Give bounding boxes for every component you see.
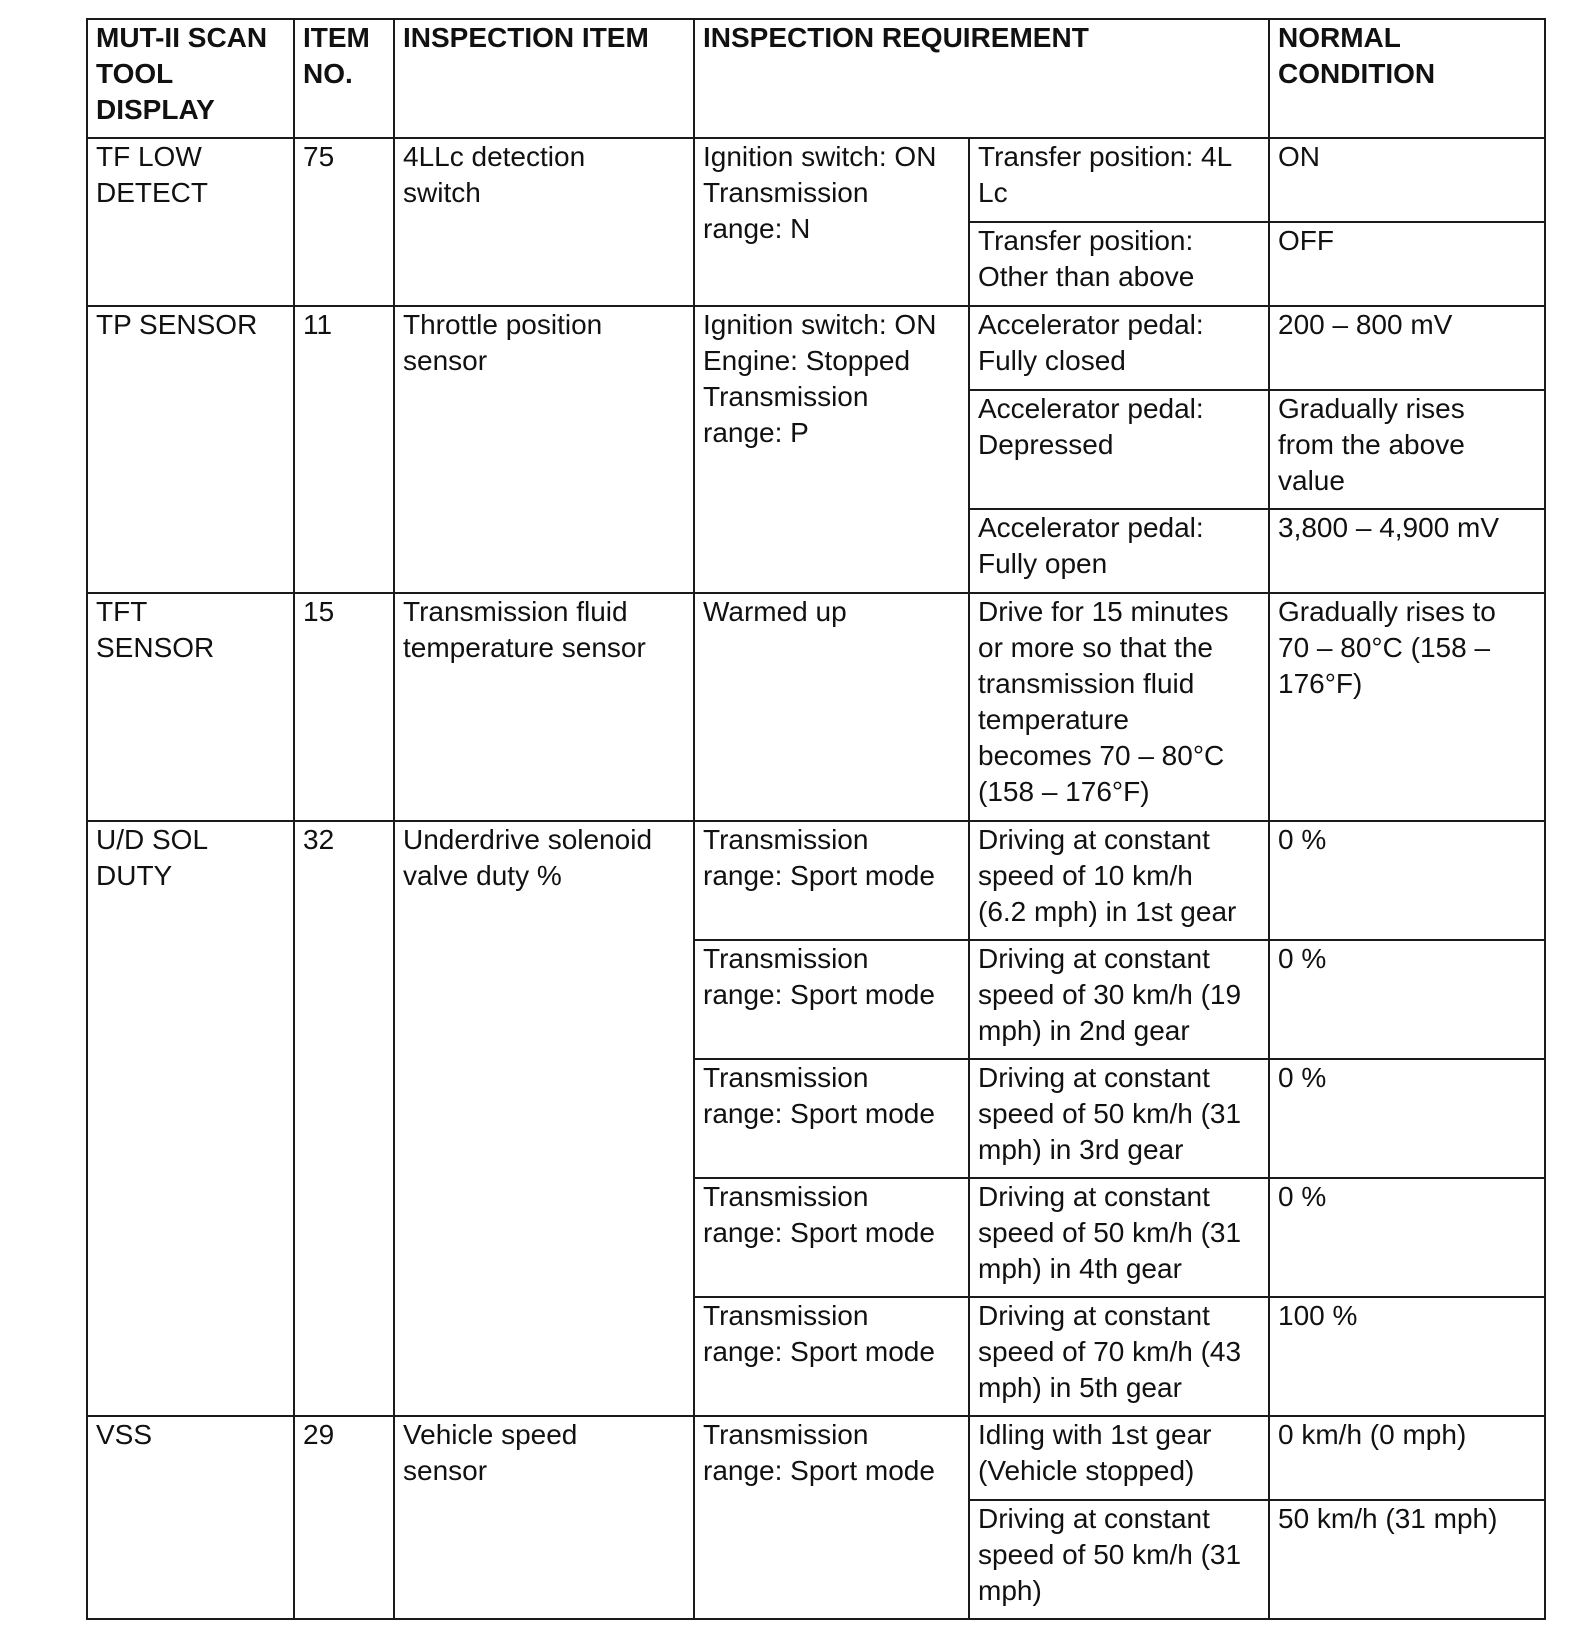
cell-condition — [694, 1178, 969, 1297]
header-inspection-requirement — [694, 19, 1269, 138]
cell-normal — [1269, 1297, 1545, 1416]
text-line: Transmission — [703, 1300, 869, 1331]
cell-normal — [1269, 222, 1545, 306]
cell-inspection-item — [394, 1416, 694, 1619]
cell-inspection-item — [394, 593, 694, 821]
text-line: switch — [403, 177, 481, 208]
text-line: ON — [1278, 141, 1320, 172]
text-line: CONDITION — [1278, 58, 1436, 89]
text-line: value — [1278, 465, 1345, 496]
cell-inspection-item — [394, 306, 694, 593]
text-line: Accelerator pedal: — [978, 512, 1204, 543]
cell-normal — [1269, 1178, 1545, 1297]
text-line: Fully open — [978, 548, 1108, 579]
cell-condition — [694, 1416, 969, 1619]
text-line: Engine: Stopped — [703, 345, 911, 376]
text-line: 75 — [303, 141, 335, 172]
text-line: Other than above — [978, 261, 1195, 292]
text-line: Transmission — [703, 824, 869, 855]
text-line: ITEM — [303, 22, 370, 53]
text-line: temperature — [978, 704, 1129, 735]
text-line: Transmission — [703, 1181, 869, 1212]
cell-condition — [694, 306, 969, 593]
cell-requirement — [969, 940, 1269, 1059]
text-line: transmission fluid — [978, 668, 1195, 699]
text-line: range: Sport mode — [703, 1336, 935, 1367]
text-line: INSPECTION REQUIREMENT — [703, 22, 1089, 53]
text-line: becomes 70 – 80°C — [978, 740, 1225, 771]
text-line: range: Sport mode — [703, 1098, 935, 1129]
cell-normal — [1269, 1059, 1545, 1178]
text-line: (6.2 mph) in 1st gear — [978, 896, 1237, 927]
text-line: range: N — [703, 213, 811, 244]
text-line: VSS — [96, 1419, 153, 1450]
text-line: or more so that the — [978, 632, 1214, 663]
inspection-table — [86, 18, 1546, 1620]
text-line: Driving at constant — [978, 943, 1210, 974]
text-line: U/D SOL — [96, 824, 209, 855]
text-line: 15 — [303, 596, 335, 627]
text-line: Ignition switch: ON — [703, 141, 937, 172]
text-line: 50 km/h (31 mph) — [1278, 1503, 1498, 1534]
text-line: (158 – 176°F) — [978, 776, 1150, 807]
cell-condition — [694, 1297, 969, 1416]
text-line: Driving at constant — [978, 1503, 1210, 1534]
text-line: NO. — [303, 58, 353, 89]
text-line: speed of 70 km/h (43 — [978, 1336, 1242, 1367]
cell-normal — [1269, 306, 1545, 390]
text-line: from the above — [1278, 429, 1465, 460]
cell-requirement — [969, 222, 1269, 306]
cell-requirement — [969, 1178, 1269, 1297]
text-line: TF LOW — [96, 141, 202, 172]
cell-requirement — [969, 1416, 1269, 1500]
text-line: range: Sport mode — [703, 1217, 935, 1248]
cell-normal — [1269, 1416, 1545, 1500]
text-line: Ignition switch: ON — [703, 309, 937, 340]
text-line: sensor — [403, 1455, 488, 1486]
text-line: INSPECTION ITEM — [403, 22, 649, 53]
text-line: TOOL — [96, 58, 174, 89]
cell-requirement — [969, 390, 1269, 509]
table-row — [87, 1416, 1545, 1500]
text-line: TFT — [96, 596, 148, 627]
text-line: Lc — [978, 177, 1008, 208]
text-line: Vehicle speed — [403, 1419, 578, 1450]
text-line: speed of 50 km/h (31 — [978, 1098, 1242, 1129]
text-line: Drive for 15 minutes — [978, 596, 1229, 627]
cell-item-no — [294, 1416, 394, 1619]
text-line: Gradually rises to — [1278, 596, 1496, 627]
text-line: 29 — [303, 1419, 335, 1450]
cell-requirement — [969, 306, 1269, 390]
cell-requirement — [969, 1297, 1269, 1416]
text-line: Driving at constant — [978, 1062, 1210, 1093]
cell-normal — [1269, 940, 1545, 1059]
text-line: Transmission — [703, 381, 869, 412]
text-line: Warmed up — [703, 596, 847, 627]
text-line: MUT-II SCAN — [96, 22, 268, 53]
cell-display — [87, 1416, 294, 1619]
text-line: 0 km/h (0 mph) — [1278, 1419, 1467, 1450]
text-line: mph) in 5th gear — [978, 1372, 1182, 1403]
text-line: Underdrive solenoid — [403, 824, 653, 855]
cell-requirement — [969, 138, 1269, 222]
text-line: Transfer position: — [978, 225, 1194, 256]
table-row — [87, 593, 1545, 821]
header-row — [87, 19, 1545, 138]
header-inspection-item — [394, 19, 694, 138]
text-line: mph) in 3rd gear — [978, 1134, 1184, 1165]
text-line: mph) in 2nd gear — [978, 1015, 1190, 1046]
cell-condition — [694, 940, 969, 1059]
cell-display — [87, 821, 294, 1416]
text-line: Driving at constant — [978, 1181, 1210, 1212]
cell-requirement — [969, 593, 1269, 821]
text-line: mph) in 4th gear — [978, 1253, 1182, 1284]
text-line: 0 % — [1278, 943, 1327, 974]
text-line: Fully closed — [978, 345, 1126, 376]
text-line: range: Sport mode — [703, 979, 935, 1010]
text-line: Throttle position — [403, 309, 603, 340]
text-line: temperature sensor — [403, 632, 646, 663]
text-line: Transmission — [703, 943, 869, 974]
text-line: DISPLAY — [96, 94, 215, 125]
text-line: DUTY — [96, 860, 173, 891]
header-display — [87, 19, 294, 138]
text-line: 0 % — [1278, 1062, 1327, 1093]
cell-item-no — [294, 306, 394, 593]
text-line: Driving at constant — [978, 1300, 1210, 1331]
table-row — [87, 821, 1545, 940]
cell-requirement — [969, 821, 1269, 940]
text-line: Transmission — [703, 177, 869, 208]
text-line: 32 — [303, 824, 335, 855]
text-line: SENSOR — [96, 632, 215, 663]
text-line: (Vehicle stopped) — [978, 1455, 1195, 1486]
text-line: sensor — [403, 345, 488, 376]
table-row — [87, 138, 1545, 222]
cell-requirement — [969, 1500, 1269, 1619]
cell-display — [87, 306, 294, 593]
cell-normal — [1269, 821, 1545, 940]
text-line: 100 % — [1278, 1300, 1358, 1331]
text-line: 11 — [303, 309, 333, 340]
cell-display — [87, 138, 294, 306]
cell-condition — [694, 1059, 969, 1178]
text-line: speed of 30 km/h (19 — [978, 979, 1242, 1010]
text-line: 0 % — [1278, 824, 1327, 855]
cell-normal — [1269, 1500, 1545, 1619]
cell-normal — [1269, 390, 1545, 509]
text-line: 176°F) — [1278, 668, 1363, 699]
text-line: 3,800 – 4,900 mV — [1278, 512, 1500, 543]
text-line: 200 – 800 mV — [1278, 309, 1453, 340]
text-line: 70 – 80°C (158 – — [1278, 632, 1491, 663]
header-normal-condition — [1269, 19, 1545, 138]
table-row — [87, 306, 1545, 390]
text-line: NORMAL — [1278, 22, 1401, 53]
cell-normal — [1269, 509, 1545, 593]
cell-item-no — [294, 821, 394, 1416]
text-line: mph) — [978, 1575, 1042, 1606]
text-line: range: P — [703, 417, 809, 448]
text-line: Accelerator pedal: — [978, 393, 1204, 424]
text-line: Accelerator pedal: — [978, 309, 1204, 340]
text-line: Transfer position: 4L — [978, 141, 1233, 172]
cell-normal — [1269, 138, 1545, 222]
cell-requirement — [969, 1059, 1269, 1178]
cell-inspection-item — [394, 138, 694, 306]
text-line: Idling with 1st gear — [978, 1419, 1212, 1450]
cell-condition — [694, 593, 969, 821]
text-line: Transmission — [703, 1062, 869, 1093]
text-line: Driving at constant — [978, 824, 1210, 855]
cell-condition — [694, 138, 969, 306]
text-line: range: Sport mode — [703, 860, 935, 891]
cell-requirement — [969, 509, 1269, 593]
text-line: Gradually rises — [1278, 393, 1465, 424]
cell-item-no — [294, 138, 394, 306]
cell-condition — [694, 821, 969, 940]
text-line: speed of 50 km/h (31 — [978, 1217, 1242, 1248]
text-line: 4LLc detection — [403, 141, 586, 172]
text-line: TP SENSOR — [96, 309, 258, 340]
cell-normal — [1269, 593, 1545, 821]
text-line: 0 % — [1278, 1181, 1327, 1212]
text-line: speed of 50 km/h (31 — [978, 1539, 1242, 1570]
text-line: speed of 10 km/h — [978, 860, 1193, 891]
text-line: range: Sport mode — [703, 1455, 935, 1486]
cell-inspection-item — [394, 821, 694, 1416]
text-line: valve duty % — [403, 860, 562, 891]
text-line: Depressed — [978, 429, 1114, 460]
text-line: Transmission — [703, 1419, 869, 1450]
cell-display — [87, 593, 294, 821]
text-line: Transmission fluid — [403, 596, 628, 627]
text-line: DETECT — [96, 177, 208, 208]
text-line: OFF — [1278, 225, 1334, 256]
cell-item-no — [294, 593, 394, 821]
header-item-no — [294, 19, 394, 138]
